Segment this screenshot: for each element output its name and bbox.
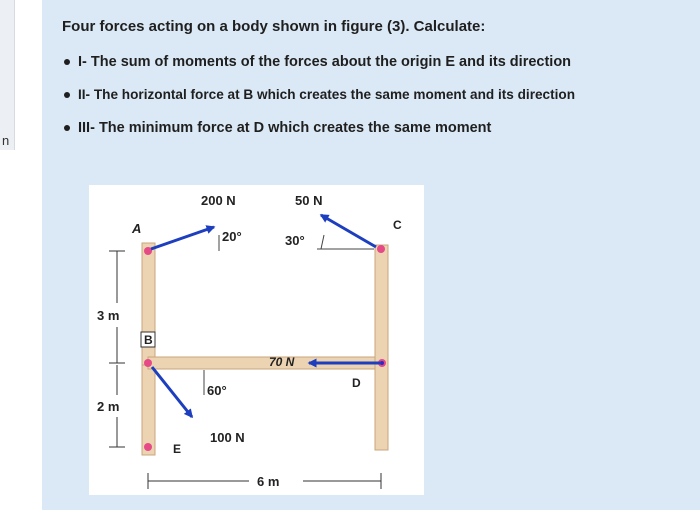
label-force-200n: 200 N (201, 193, 236, 208)
label-c: C (393, 218, 402, 232)
joint-c (377, 245, 385, 253)
label-angle-60: 60° (207, 383, 227, 398)
left-panel-letter: n (2, 133, 10, 148)
question-text-2: II- The horizontal force at B which creates the same moment and its direction (78, 87, 576, 102)
frame-structure (142, 243, 388, 455)
force-200n-arrow (151, 227, 214, 249)
question-item-3 (64, 120, 491, 136)
question-item-1 (64, 54, 571, 70)
left-panel-strip (0, 0, 15, 150)
label-dim-3m: 3 m (97, 308, 120, 323)
question-text-3: III- The minimum force at D which creates the same moment (78, 120, 492, 136)
label-force-50n: 50 N (295, 193, 323, 208)
bullet-icon (64, 92, 70, 98)
left-lower-beam (142, 365, 155, 455)
joint-b (144, 359, 152, 367)
angle-ref-30-arc (321, 235, 324, 249)
question-item-2 (64, 87, 575, 102)
question-text-1: I- The sum of moments of the forces about the origin E and its direction (78, 54, 572, 70)
right-beam (375, 245, 388, 450)
label-force-70n: 70 N (269, 355, 295, 369)
label-b: B (144, 333, 153, 347)
problem-title: Four forces acting on a body shown in figure (3). Calculate: (62, 18, 486, 35)
figure-3-panel (89, 185, 424, 495)
force-diagram (89, 185, 424, 495)
label-e: E (173, 442, 182, 456)
joint-e (144, 443, 152, 451)
bullet-icon (64, 125, 70, 131)
label-force-100n: 100 N (210, 430, 245, 445)
label-dim-2m: 2 m (97, 399, 120, 414)
label-d: D (352, 376, 361, 390)
dimension-3m (109, 251, 125, 363)
label-angle-30: 30° (285, 233, 305, 248)
force-100n-arrow (152, 367, 192, 417)
label-a: A (132, 221, 142, 236)
bullet-icon (64, 59, 70, 65)
label-dim-6m: 6 m (257, 474, 280, 489)
label-angle-20: 20° (222, 229, 242, 244)
force-50n-arrow (321, 215, 376, 247)
